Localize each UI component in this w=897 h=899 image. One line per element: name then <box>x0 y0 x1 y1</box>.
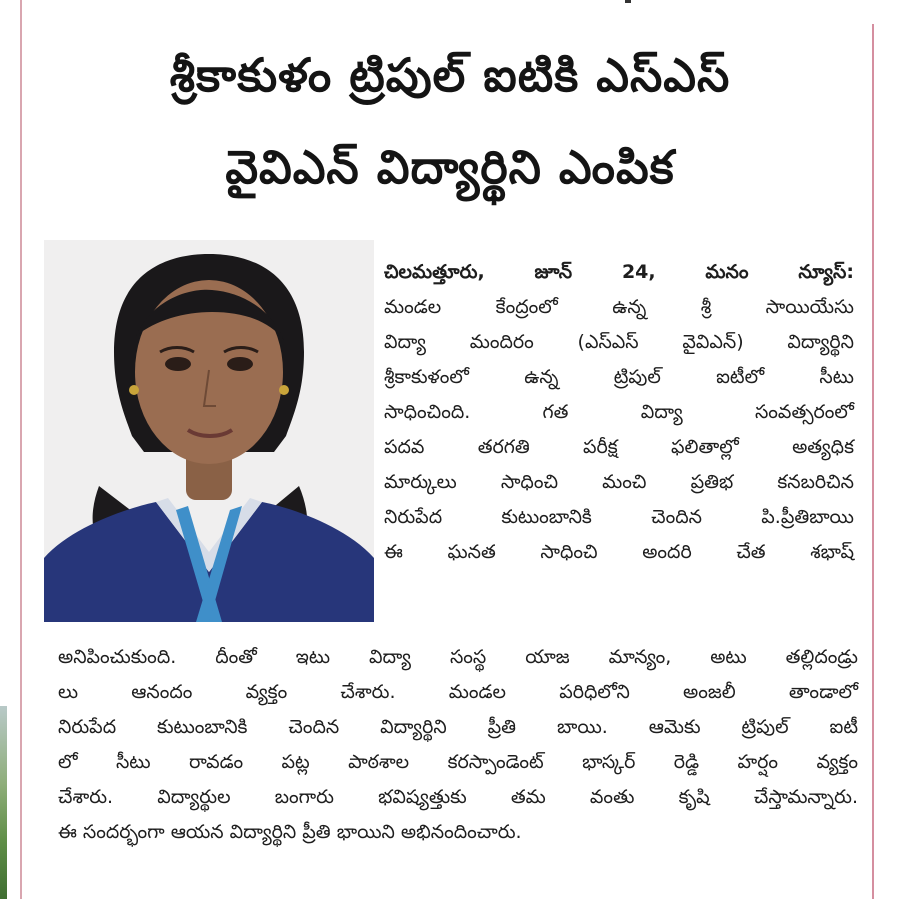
article-side-column <box>384 255 854 570</box>
side-text-line: నిరుపేద కుటుంబానికి చెందిన పి.ప్రీతిబాయి <box>384 506 854 528</box>
body-text-line: నిరుపేద కుటుంబానికి చెందిన విద్యార్థిని ప్రీతి బాయి. ఆమెకు ట్రిపుల్ ఐటీ <box>58 716 858 738</box>
side-text-line: సాధించింది. గత విద్యా సంవత్సరంలో <box>384 401 854 423</box>
body-text-line: లు ఆనందం వ్యక్తం చేశారు. మండల పరిధిలోని అంజలీ తాండాలో <box>58 681 858 703</box>
side-text-line: పదవ తరగతి పరీక్ష ఫలితాల్లో అత్యధిక <box>384 436 854 458</box>
adjacent-photo-edge <box>0 706 7 899</box>
body-text-line: లో సీటు రావడం పట్ల పాఠశాల కరస్పాండెంట్ భాస్కర్ రెడ్డి హర్షం వ్యక్తం <box>58 751 858 773</box>
article-full-width-body <box>58 640 858 850</box>
body-text-line: ఈ సందర్భంగా ఆయన విద్యార్థిని ప్రీతి భాయిని అభినందించారు. <box>58 821 522 843</box>
headline-line-2: వైవిఎన్ విద్యార్థిని ఎంపిక <box>225 140 675 194</box>
side-text-line: ఈ ఘనత సాధించి అందరి చేత శభాష్ <box>384 541 854 563</box>
top-print-mark <box>625 0 631 3</box>
side-text-line: విద్యా మందిరం (ఎస్ఎస్ వైవిఎన్) విద్యార్థిని <box>384 331 854 353</box>
body-text-line: అనిపించుకుంది. దీంతో ఇటు విద్యా సంస్థ యాజ మాన్యం, అటు తల్లిదండ్రు <box>58 646 858 668</box>
left-column-rule <box>20 0 22 899</box>
headline-line-1: శ్రీకాకుళం ట్రిపుల్ ఐటికి ఎస్ఎస్ <box>169 48 731 102</box>
dateline: చిలమత్తూరు, జూన్ 24, మనం న్యూస్: <box>384 261 854 283</box>
side-text-line: మండల కేంద్రంలో ఉన్న శ్రీ సాయియేసు <box>384 296 854 318</box>
side-text-line: మార్కులు సాధించి మంచి ప్రతిభ కనబరిచిన <box>384 471 854 493</box>
side-text-line: శ్రీకాకుళంలో ఉన్న ట్రిపుల్ ఐటీలో సీటు <box>384 366 854 388</box>
body-text-line: చేశారు. విద్యార్థుల బంగారు భవిష్యత్తుకు తమ వంతు కృషి చేస్తామన్నారు. <box>58 786 858 808</box>
student-portrait-illustration <box>44 240 374 622</box>
right-column-rule <box>872 24 874 899</box>
student-photo <box>44 240 374 622</box>
